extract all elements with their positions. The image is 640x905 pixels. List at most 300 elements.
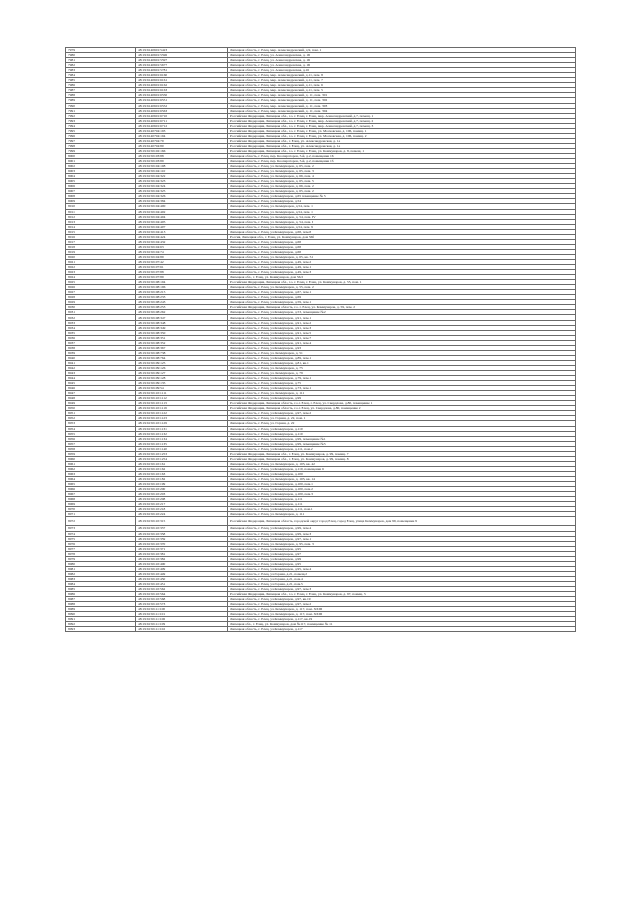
row-number-cell: 8019 [66,249,136,254]
address-cell: Липецкая область, г. Елец, ул.Коммунаров, д.111, пом.2 [228,446,576,451]
cadastral-number-cell: 48:19:6150110:450 [136,576,228,581]
address-cell: Липецкая область, г. Елец, ул. Коммунаров, д. 75 [228,365,576,370]
address-cell: Липецкая область, г. Елец, ул.Коммунаров, д.110 [228,426,576,431]
row-number-cell: 8056 [66,436,136,441]
address-cell: Липецкая область, г. Елец, ул. Коммунаров, д. 66, пом. 4 [228,174,576,179]
address-cell: Липецкая область, г. Елец, ул.Коммунаров, д.68, пом.8 [228,229,576,234]
row-number-cell: 8030 [66,305,136,310]
address-cell: Липецкая область, г. Елец, ул. Коммунаров, д. 95, пом. 3 [228,541,576,546]
cadastral-number-cell: 48:19:6150104:413 [136,229,228,234]
address-cell: Липецкая область, г. Елец, ул.Коммунаров, д.68 [228,249,576,254]
cadastral-number-cell: 48:19:6150104:324 [136,184,228,189]
cadastral-number-cell: 48:19:6150110:358 [136,531,228,536]
address-cell: Липецкая область, г. Елец, ул.Коммунаров, д.97, пом.2 [228,602,576,607]
row-number-cell: 8080 [66,561,136,566]
row-number-cell: 8092 [66,622,136,627]
address-cell: Липецкая область, г. Елец, ул. Коммунаров, д. 54, пом. IV [228,214,576,219]
cadastral-number-cell: 48:19:6150104:384 [136,199,228,204]
row-number-cell: 8059 [66,451,136,456]
cadastral-number-cell: 48:19:6150104:108 [136,164,228,169]
cadastral-number-cell: 48:19:6150104:400 [136,204,228,209]
cadastral-number-cell: 48:19:6150110:337 [136,526,228,531]
address-cell: Липецкая область, г. Елец, ул.Коммунаров, д.89, пом.1 [228,355,576,360]
row-number-cell: 8089 [66,607,136,612]
address-cell: Российская Федерация, Липецкая обл., г.о. г. Елец, г. Елец, ул. Коммунаров, д. 97, помещ. 5 [228,592,576,597]
row-number-cell: 7990 [66,103,136,108]
row-number-cell: 8040 [66,355,136,360]
address-cell: Липецкая область, г. Елец, ул.Коммунаров, д.100, пом.1 [228,482,576,487]
address-cell: Липецкая область, г. Елец, ул. Горная, д. 22, пом. 1 [228,416,576,421]
cadastral-number-cell: 48:19:6150110:224 [136,512,228,517]
cadastral-number-cell: 48:19:6140704:79 [136,138,228,143]
row-number-cell: 8017 [66,239,136,244]
address-cell: Липецкая область, г. Елец, ул. Коммунаров, д. 65, пом. 2 [228,189,576,194]
cadastral-number-cell: 48:19:6150110:371 [136,546,228,551]
cadastral-number-cell: 48:19:6140601:5781 [136,68,228,73]
cadastral-number-cell: 48:19:6150104:322 [136,174,228,179]
address-cell: Липецкая область, г. Елец, мкр. Александровский, д. 11, пом. 302 [228,98,576,103]
cadastral-number-cell: 48:19:6150108:367 [136,345,228,350]
address-cell: Российская Федерация, Липецкая обл., г.о. г. Елец, г. Елец, мкр. Александровский, д.7, помещ. 2 [228,118,576,123]
address-cell: Липецкая область, г. Елец, ул. Александровская, д.16 [228,68,576,73]
address-cell: Липецкая область, г. Елец, ул.Коммунаров, д.49, пом.3 [228,270,576,275]
row-number-cell: 8057 [66,441,136,446]
row-number-cell: 8062 [66,466,136,471]
cadastral-number-cell: 48:19:6150109:126 [136,365,228,370]
row-number-cell: 7996 [66,133,136,138]
address-cell: Липецкая область, г. Елец, ул. Коммунаров, д. 65, кв. 51 [228,254,576,259]
cadastral-number-cell: 48:19:6150104:89 [136,254,228,259]
address-cell: Липецкая область, г. Елец, ул.Коммунаров, д.49, пом.2 [228,259,576,264]
address-cell: Липецкая область, г. Елец, ул.Горная, д.21, пом.5 [228,581,576,586]
address-cell: Липецкая область, г. Елец, ул.Коммунаров, д.54 [228,199,576,204]
cadastral-number-cell: 48:19:6150110:1123 [136,416,228,421]
cadastral-number-cell: 48:19:6150110:162 [136,466,228,471]
row-number-cell: 8043 [66,371,136,376]
address-cell: Липецкая область, г. Елец, ул. Коммунаров, д. 51 [228,350,576,355]
cadastral-number-cell: 48:19:6140601:6162 [136,83,228,88]
address-cell: Российская Федерация, Липецкая обл., г. Елец, ул. Александровская, д. 1а [228,138,576,143]
row-number-cell: 8029 [66,300,136,305]
cadastral-number-cell: 48:19:6150108:351 [136,335,228,340]
row-number-cell: 8003 [66,169,136,174]
cadastral-number-cell: 48:19:6140704:193 [136,128,228,133]
row-number-cell: 7991 [66,108,136,113]
row-number-cell: 8058 [66,446,136,451]
address-cell: Липецкая область, г. Елец, ул.Коммунаров, д.91, пом.2 [228,320,576,325]
row-number-cell: 8071 [66,512,136,517]
cadastral-number-cell: 48:19:6150102:166 [136,148,228,153]
cadastral-number-cell: 48:19:6150110:163 [136,471,228,476]
address-cell: Липецкая область, г. Елец, ул.Коммунаров, д.97, пом.2 [228,411,576,416]
cadastral-number-cell: 48:19:6150108:196 [136,285,228,290]
address-cell: Российская Федерация, Липецкая обл., г.о. г. Елец, г. Елец, ул. Коммунаров, д. 8, помещ. 1 [228,148,576,153]
cadastral-number-cell: 48:19:6150109:127 [136,371,228,376]
row-number-cell: 8022 [66,265,136,270]
row-number-cell: 8078 [66,551,136,556]
row-number-cell: 8073 [66,526,136,531]
row-number-cell: 8084 [66,581,136,586]
row-number-cell: 8020 [66,254,136,259]
cadastral-number-cell: 48:19:6150108:243 [136,300,228,305]
cadastral-number-cell: 48:19:6140704:194 [136,133,228,138]
cadastral-number-cell: 48:19:6150110:564 [136,592,228,597]
row-number-cell: 7998 [66,143,136,148]
cadastral-number-cell: 48:19:6150108:350 [136,330,228,335]
cadastral-number-cell: 48:19:6150110:382 [136,556,228,561]
cadastral-number-cell: 48:19:6150108:253 [136,305,228,310]
cadastral-number-cell: 48:19:6150110:161 [136,461,228,466]
cadastral-number-cell: 48:19:6150104:407 [136,224,228,229]
row-number-cell: 7999 [66,148,136,153]
cadastral-number-cell: 48:19:6150108:347 [136,315,228,320]
cadastral-number-cell: 48:19:6150111:102 [136,627,228,632]
address-cell: Липецкая область, г. Елец, ул. Александровская, д. 1Б [228,58,576,63]
cadastral-number-cell: 48:19:6150111:106 [136,617,228,622]
address-cell: Липецкая область, г. Елец, ул.Коммунаров, д.99 [228,556,576,561]
row-number-cell: 8085 [66,587,136,592]
address-cell: Липецкая область, г. Елец, ул. Коммунаров, д.54, пом. 1 [228,209,576,214]
address-cell: Липецкая область, г. Елец, ул.Коммунаров, д.99, помещение №5 [228,441,576,446]
cadastral-number-cell: 48:19:6150110:1254 [136,456,228,461]
row-number-cell: 8025 [66,280,136,285]
cadastral-number-cell: 48:19:6140601:6550 [136,93,228,98]
cadastral-number-cell: 48:19:6150110:449 [136,571,228,576]
address-cell: Липецкая область, г. Елец, ул. Коммунаров, д. 117, пом. XXIII [228,607,576,612]
address-cell: Липецкая область, г. Елец, ул.Коммунаров, д.53, помещение №2 [228,310,576,315]
address-cell: Липецкая обл., г. Елец, ул. Коммунаров, дом №117, помещение № 11 [228,622,576,627]
address-cell: Липецкая область, г. Елец, мкр. Александровский, д.11, пом. 8 [228,73,576,78]
row-number-cell: 8031 [66,310,136,315]
row-number-cell: 7993 [66,118,136,123]
cadastral-number-cell: 48:19:6150110:1253 [136,451,228,456]
table-row [66,517,576,526]
cadastral-number-cell: 48:19:6150110:562 [136,587,228,592]
address-cell: Липецкая область, г. Елец, ул.Коммунаров, д.68 [228,239,576,244]
address-cell: Липецкая область, г. Елец, ул.Коммунаров, д.49, пом.1 [228,265,576,270]
row-number-cell: 8045 [66,381,136,386]
cadastral-number-cell: 48:19:6150104:405 [136,219,228,224]
cadastral-number-cell: 48:19:6150104:432 [136,239,228,244]
row-number-cell: 8055 [66,431,136,436]
row-number-cell: 8014 [66,224,136,229]
row-number-cell: 8086 [66,592,136,597]
cadastral-number-cell: 48:19:6150103:89 [136,159,228,164]
row-number-cell: 8060 [66,456,136,461]
row-number-cell: 8033 [66,320,136,325]
registry-rows [66,48,576,632]
cadastral-number-cell: 48:19:6150109:128 [136,376,228,381]
row-number-cell: 8067 [66,492,136,497]
row-number-cell: 8072 [66,517,136,526]
cadastral-number-cell: 48:19:6150110:182 [136,476,228,481]
cadastral-number-cell: 48:19:6150103:88 [136,153,228,158]
cadastral-number-cell: 48:19:6150108:215 [136,290,228,295]
address-cell: Липецкая область, г. Елец, пер. Кооператоров, 5-й, д.2, помещение 16 [228,153,576,158]
cadastral-number-cell: 48:19:6150108:352 [136,340,228,345]
cadastral-number-cell: 48:19:6150110:1119 [136,406,228,411]
address-cell: Липецкая область, г. Елец, ул. Коммунаров, д. 103, кв. 42 [228,461,576,466]
cadastral-number-cell: 48:19:6150110:1131 [136,426,228,431]
cadastral-number-cell: 48:19:6150104:404 [136,214,228,219]
address-cell: Липецкая область, г. Елец, ул.Коммунаров, д.75 [228,381,576,386]
address-cell: Липецкая область, г. Елец, ул. Коммунаров, д. 111 [228,391,576,396]
row-number-cell: 8010 [66,204,136,209]
address-cell: Липецкая область, г. Елец, ул.Коммунаров, д.117 [228,627,576,632]
cadastral-number-cell: 48:19:6150110:1132 [136,431,228,436]
address-cell: Липецкая область, г. Елец, ул. Коммунаров, д. 103, кв. 14 [228,476,576,481]
address-cell: Российская Федерация, Липецкая обл., г.о. г. Елец, г. Елец, ул. Московская, д. 106, помещ. 2 [228,133,576,138]
cadastral-number-cell: 48:19:6140601:6161 [136,78,228,83]
row-number-cell: 8039 [66,350,136,355]
row-number-cell: 8001 [66,159,136,164]
cadastral-number-cell: 48:19:6150110:203 [136,492,228,497]
address-cell: Липецкая область, г. Елец, ул.Коммунаров, д.117, кв.19 [228,617,576,622]
row-number-cell: 8063 [66,471,136,476]
cadastral-number-cell: 48:19:6140601:5597 [136,58,228,63]
cadastral-number-cell: 48:19:6150110:1140 [136,446,228,451]
address-cell: Российская Федерация, Липецкая область, г.о.г. Елец, г. Елец, ул. Свердлова, д.80, помещение 1 [228,401,576,406]
row-number-cell: 7987 [66,88,136,93]
address-cell: Липецкая область, г. Елец, ул.Коммунаров, д.100, пом.3 [228,492,576,497]
row-number-cell: 7988 [66,93,136,98]
cadastral-number-cell: 48:19:6150104:63 [136,244,228,249]
address-cell: Липецкая область, г. Елец, мкр. Александровский, д.11, пом. 5 [228,88,576,93]
address-cell: Липецкая область, г. Елец, ул.Коммунаров, д.69 [228,295,576,300]
cadastral-number-cell: 48:19:6150104:110 [136,169,228,174]
row-number-cell: 8064 [66,476,136,481]
address-cell: Липецкая область, г. Елец, ул.Коммунаров, д.65 помещение № 5 [228,194,576,199]
address-cell: Российская Федерация, Липецкая обл., г.о. г. Елец, г. Елец, ул. Московская, д. 106, помещ. 1 [228,128,576,133]
address-cell: Липецкая область, г. Елец, ул.Коммунаров, д.91, пом.7 [228,335,576,340]
address-cell: Липецкая область, г. Елец, ул.Коммунаров, д.95 [228,546,576,551]
row-number-cell: 8048 [66,396,136,401]
row-number-cell: 7982 [66,63,136,68]
row-number-cell: 8037 [66,340,136,345]
row-number-cell: 7997 [66,138,136,143]
address-cell: Липецкая область, г. Елец, ул.Коммунаров, д.110, помещение 6 [228,466,576,471]
row-number-cell: 8038 [66,345,136,350]
cadastral-number-cell: 48:19:6150108:764 [136,355,228,360]
row-number-cell: 8036 [66,335,136,340]
row-number-cell: 8005 [66,179,136,184]
address-cell: Липецкая область, г. Елец, ул. Коммунаров, д.54, пом. 9 [228,224,576,229]
address-cell: Российская Федерация, Липецкая обл., г. Елец, ул. Александровская, д. 1а [228,143,576,148]
cadastral-number-cell: 48:19:6150107:89 [136,275,228,280]
row-number-cell: 8061 [66,461,136,466]
row-number-cell: 8093 [66,627,136,632]
row-number-cell: 7989 [66,98,136,103]
address-cell: Липецкая область, г. Елец, ул.Коммунаров, д.110 [228,431,576,436]
cadastral-number-cell: 48:19:6150110:1111 [136,391,228,396]
row-number-cell: 8041 [66,360,136,365]
cadastral-number-cell: 48:19:6150104:326 [136,194,228,199]
row-number-cell: 8069 [66,502,136,507]
row-number-cell: 8088 [66,602,136,607]
row-number-cell: 8018 [66,244,136,249]
row-number-cell: 7992 [66,113,136,118]
row-number-cell: 8021 [66,259,136,264]
cadastral-number-cell: 48:19:6150110:1122 [136,411,228,416]
row-number-cell: 8090 [66,612,136,617]
address-cell: Липецкая область, г. Елец, ул.Коммунаров, д.100 [228,471,576,476]
row-number-cell: 8011 [66,209,136,214]
cadastral-number-cell: 48:19:6150110:1112 [136,396,228,401]
address-cell: Липецкая область, г. Елец, ул.Коммунаров, д.67, пом.1 [228,290,576,295]
row-number-cell: 8081 [66,566,136,571]
row-number-cell: 8053 [66,421,136,426]
cadastral-number-cell: 48:19:6150104:325 [136,189,228,194]
cadastral-number-cell: 48:19:6140601:6710 [136,113,228,118]
address-cell: Липецкая область, г. Елец, ул.Коммунаров, д.59, пом.1 [228,300,576,305]
address-cell: Липецкая область, г. Елец, мкр. Александровский, д. 11, пом. 304 [228,108,576,113]
cadastral-number-cell: 48:19:6150110:568 [136,597,228,602]
address-cell: Российская Федерация, Липецкая область, г.о. г. Елец, ул. Коммунаров, д. 59, пом. 2 [228,305,576,310]
row-number-cell: 7985 [66,78,136,83]
address-cell: Российская Федерация, Липецкая обл., г. Елец, ул. Коммунаров, д. 99, помещ. 8 [228,456,576,461]
address-cell: Липецкая область, г. Елец, ул.Коммунаров, д.97, кв.19 [228,597,576,602]
cadastral-number-cell: 48:19:6150108:738 [136,350,228,355]
row-number-cell: 8091 [66,617,136,622]
cadastral-number-cell: 48:19:6150108:262 [136,310,228,315]
row-number-cell: 8054 [66,426,136,431]
cadastral-number-cell: 48:19:6150110:381 [136,551,228,556]
row-number-cell: 8015 [66,229,136,234]
cadastral-number-cell: 48:19:6150110:208 [136,497,228,502]
address-cell: Липецкая область, г. Елец, ул.Коммунаров, д.93 [228,345,576,350]
table-row [66,627,576,632]
cadastral-number-cell: 48:19:6150110:1113 [136,401,228,406]
row-number-cell: 8075 [66,536,136,541]
cadastral-number-cell: 48:19:6150110:409 [136,566,228,571]
cadastral-number-cell: 48:19:6140601:6160 [136,73,228,78]
address-cell: Российская Федерация, Липецкая обл., г. Елец, ул. Коммунаров, д. 99, помещ. 7 [228,451,576,456]
row-number-cell: 8023 [66,270,136,275]
address-cell: Липецкая область, г. Елец, мкр. Александровский, д. 11, пом. 301 [228,93,576,98]
row-number-cell: 7986 [66,83,136,88]
address-cell: Липецкая область, г. Елец, ул. Коммунаров, д.54, пом. 1 [228,204,576,209]
row-number-cell: 8042 [66,365,136,370]
cadastral-number-cell: 48:19:6150107:88 [136,270,228,275]
address-cell: Липецкая область, г. Елец, ул. Коммунаров, д. 54, пом. I [228,219,576,224]
row-number-cell: 8035 [66,330,136,335]
row-number-cell: 8050 [66,406,136,411]
row-number-cell: 8065 [66,482,136,487]
row-number-cell: 7981 [66,58,136,63]
cadastral-number-cell: 48:19:6150110:315 [136,517,228,526]
row-number-cell: 7980 [66,53,136,58]
row-number-cell: 8049 [66,401,136,406]
address-cell: Липецкая область, г. Елец, ул.Коммунаров, д.97 [228,551,576,556]
cadastral-number-cell: 48:19:6150110:1134 [136,436,228,441]
cadastral-number-cell: 48:19:6150111:101 [136,612,228,617]
row-number-cell: 8068 [66,497,136,502]
address-cell: Липецкая область, г. Елец, ул. Коммунаров, д. 79 [228,371,576,376]
address-cell: Российская Федерация, Липецкая область, городской округ город Елец, город Елец, улица Коммунаров, дом 99, помещение 9 [228,517,576,526]
address-cell: Липецкая область, г. Елец, ул.Коммунаров, д.81, кв.1 [228,360,576,365]
row-number-cell: 8028 [66,295,136,300]
row-number-cell: 8047 [66,391,136,396]
address-cell: Липецкая область, г. Елец, ул.Коммунаров, д.95 [228,561,576,566]
address-cell: Липецкая область, г. Елец, ул.Коммунаров, д.100, пом.2 [228,487,576,492]
address-cell: Липецкая область, г. Елец, мкр. Александровский, д.11, пом. 7 [228,78,576,83]
cadastral-number-cell: 48:19:6150104:74 [136,249,228,254]
address-cell: Липецкая область, г. Елец, ул.Коммунаров, д.79, пом.1 [228,376,576,381]
address-cell: Российская Федерация, Липецкая обл., г.о. г. Елец, г. Елец, мкр. Александровский, д.7, помещ. 3 [228,123,576,128]
row-number-cell: 8034 [66,325,136,330]
row-number-cell: 8027 [66,290,136,295]
row-number-cell: 8006 [66,184,136,189]
address-cell: Липецкая область, г. Елец, ул. Горная, д. 22 [228,421,576,426]
row-number-cell: 8009 [66,199,136,204]
cadastral-number-cell: 48:19:6150104:323 [136,179,228,184]
row-number-cell: 8079 [66,556,136,561]
cadastral-number-cell: 48:19:6140601:5677 [136,63,228,68]
address-cell: Липецкая область, г. Елец, ул.Коммунаров, д.68 [228,244,576,249]
cadastral-number-cell: 48:19:6150110:400 [136,561,228,566]
cadastral-number-cell: 48:19:6150110:217 [136,502,228,507]
cadastral-number-cell: 48:19:6150110:1129 [136,421,228,426]
row-number-cell: 8082 [66,571,136,576]
address-cell: Россия, Липецкая обл., г. Елец, ул. Коммунаров, дом 56б [228,234,576,239]
row-number-cell: 8004 [66,174,136,179]
address-cell: Липецкая область, г. Елец, ул.Горная, д.21, пом.4 [228,576,576,581]
cadastral-number-cell: 48:19:6150108:349 [136,325,228,330]
address-cell: Липецкая область, г. Елец, ул.Коммунаров, д.99, пом.3 [228,531,576,536]
cadastral-number-cell: 48:19:6140704:80 [136,143,228,148]
cadastral-number-cell: 48:19:6150107:42 [136,259,228,264]
address-cell: Липецкая область, г. Елец, ул. Коммунаров, д. 65, пом. 3 [228,169,576,174]
address-cell: Липецкая область, г. Елец, ул.Коммунаров, д.99, пом.4 [228,526,576,531]
row-number-cell: 7979 [66,48,136,53]
cadastral-number-cell: 48:19:6150110:451 [136,581,228,586]
row-number-cell: 8074 [66,531,136,536]
row-number-cell: 8012 [66,214,136,219]
row-number-cell: 8008 [66,194,136,199]
row-number-cell: 8066 [66,487,136,492]
address-cell: Липецкая область, г. Елец, ул.Коммунаров, д.95, пом.4 [228,566,576,571]
cadastral-number-cell: 48:19:6140601:6552 [136,103,228,108]
address-cell: Липецкая область, г. Елец, ул.Коммунаров, д.91, пом.4 [228,340,576,345]
cadastral-number-cell: 48:19:6140601:6551 [136,98,228,103]
cadastral-number-cell: 48:19:6150110:199 [136,482,228,487]
cadastral-number-cell: 48:19:6150108:194 [136,280,228,285]
cadastral-number-cell: 48:19:6140601:6712 [136,123,228,128]
address-cell: Липецкая область, г. Елец, ул. Александровская, д. 1Б [228,63,576,68]
address-cell: Липецкая область, г. Елец, ул. Александровская, д. 1Б [228,53,576,58]
address-cell: Липецкая область, г. Елец, ул. Коммунаров, д. 55, пом. 2 [228,285,576,290]
cadastral-number-cell: 48:19:6150110:200 [136,487,228,492]
row-number-cell: 8051 [66,411,136,416]
cadastral-number-cell: 48:19:6150110:573 [136,602,228,607]
row-number-cell: 7995 [66,128,136,133]
row-number-cell: 8070 [66,507,136,512]
address-cell: Липецкая область, г. Елец, ул. Коммунаров, д. 66, пом. 2 [228,184,576,189]
registry-table [65,47,576,632]
address-cell: Липецкая область, г. Елец, ул. Коммунаров, д. 65, пом. 5 [228,179,576,184]
address-cell: Липецкая область, г. Елец, мкр. Александровский, д.11, пом. 6 [228,83,576,88]
address-cell: Российская Федерация, Липецкая область, г.о.г. Елец, ул. Свердлова, д.80, помещение 2 [228,406,576,411]
address-cell: Липецкая область, г. Елец, ул. Коммунаров, д. 117, пом. XXIII [228,612,576,617]
address-cell: Липецкая область, г. Елец, ул.Коммунаров, д.91, пом.3 [228,325,576,330]
address-cell: Липецкая область, г. Елец, пер. Кооператоров, 5-й, д.2, помещение 1б [228,159,576,164]
row-number-cell: 8077 [66,546,136,551]
cadastral-number-cell: 48:19:6140601:6711 [136,118,228,123]
cadastral-number-cell: 48:19:6140601:5596 [136,53,228,58]
address-cell: Российская Федерация, Липецкая обл., г.о. г. Елец, г. Елец, мкр. Александровский, д.7, помещ. 1 [228,113,576,118]
address-cell: Липецкая область, г. Елец, ул.Коммунаров, д.111, пом.1 [228,507,576,512]
cadastral-number-cell: 48:19:6150107:61 [136,265,228,270]
